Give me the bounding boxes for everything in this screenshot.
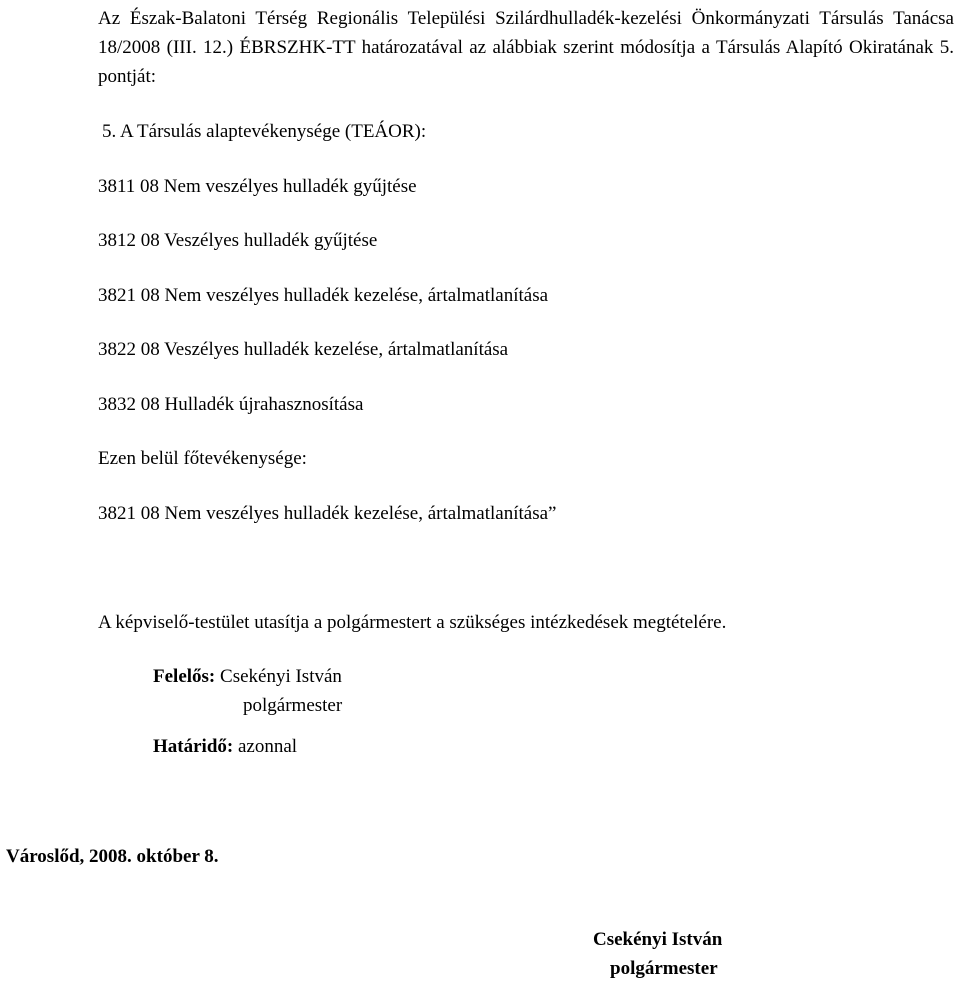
activity-item: 3821 08 Nem veszélyes hulladék kezelése, ártalmatlanítása [98,285,549,306]
intro-paragraph: Az Észak-Balatoni Térség Regionális Települési Szilárdhulladék-kezelési Önkormányzati Társulás Tanácsa 18/2008 (III. 12.) ÉBRSZHK-TT határozatával az alábbiak szerint módosítja a Társulás Alapító Okiratának 5. pontját: [98,8,954,87]
activity-item: 3822 08 Veszélyes hulladék kezelése, ártalmatlanítása [98,339,509,360]
main-activity-label: Ezen belül főtevékenysége: [98,448,307,469]
responsible-title: polgármester [243,695,343,716]
section-heading: 5. A Társulás alaptevékenysége (TEÁOR): [102,121,427,142]
responsible-name: Csekényi István [215,666,342,687]
activity-item: 3832 08 Hulladék újrahasznosítása [98,394,364,415]
responsible-label: Felelős: [153,666,216,687]
deadline-value: azonnal [233,736,298,757]
place-date: Városlőd, 2008. október 8. [6,846,219,867]
main-activity: 3821 08 Nem veszélyes hulladék kezelése, ártalmatlanítása” [98,503,557,524]
activity-item: 3811 08 Nem veszélyes hulladék gyűjtése [98,176,417,197]
deadline-label: Határidő: [153,736,234,757]
instruction-text: A képviselő-testület utasítja a polgármestert a szükséges intézkedések megtételére. [98,612,727,633]
signature-name: Csekényi István [593,929,723,950]
responsible-line [153,665,342,689]
deadline-line [153,735,297,759]
activity-item: 3812 08 Veszélyes hulladék gyűjtése [98,230,378,251]
signature-title: polgármester [610,958,718,979]
